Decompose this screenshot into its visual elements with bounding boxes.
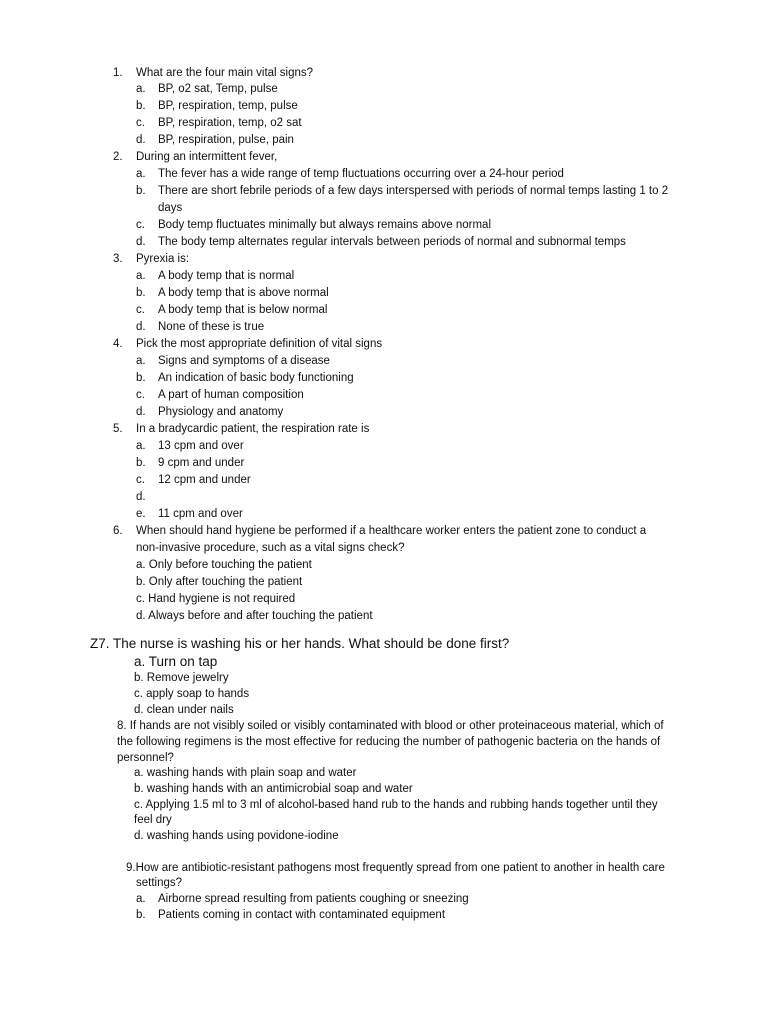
document-page: 1. What are the four main vital signs? a. BP, o2 sat, Temp, pulse b. BP, respiration, temp, pulse c. BP, respiration, temp, o2 sat d. BP, respiration, pulse, pain 2. During an intermittent fever, a. The fever has a wide range of temp fluctuations occurring over a 24-hour period b. There are short febrile periods of a few days interspersed with periods of normal temps lasting 1 to 2 days c. Body temp fluctuates minimally but always remains above normal d. The body temp alternates regular intervals between periods of normal and subnormal temps 3. Pyrexia is: a. A body temp that is normal b. A body temp that is above normal c. A body temp that is below normal d. None of these is true 4. Pick the most appropriate definition of vital signs a. Signs and symptoms of a disease b. An indication of basic body functioning c. A part of human composition d. Physiology and anatomy 5. In a bradycardic patient, the respiration rate is a. 13 cpm and over b. 9 cpm and under c. 12 cpm and under d. e. 11 cpm and over 6. When should hand hygiene be performed if a healthcare worker enters the patient zone to conduct a non-invasive procedure, such as a vital signs check? a. Only before touching the patient b. Only after touching the patient c. Hand hygiene is not required d. Always before and after touching the patient Z7. The nurse is washing his or her hands. What should be done first? a. Turn on tap b. Remove jewelry c. apply soap to hands d. clean under nails 8. If hands are not visibly soiled or visibly contaminated with blood or other proteinaceous material, which of the following regimens is the most effective for reducing the number of pathogenic bacteria on the hands of personnel? a. washing hands with plain soap and water b. washing hands with an antimicrobial soap and water c. Applying 1.5 ml to 3 ml of alcohol-based hand rub to the hands and rubbing hands together until they feel dry d. washing hands using povidone-iodine 9.How are antibiotic-resistant pathogens most frequently spread from one patient to another in health care settings? a. Airborne spread resulting from patients coughing or sneezing b. Patients coming in contact with contaminated equipment — [90, 67, 669, 921]
